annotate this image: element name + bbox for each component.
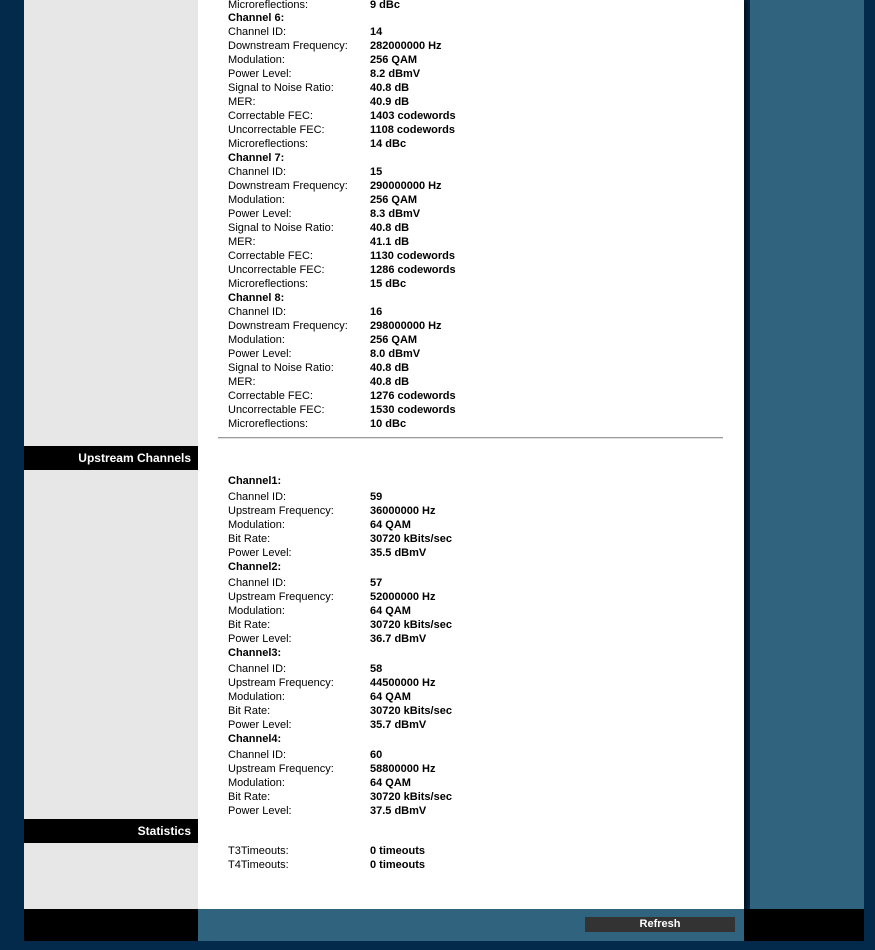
field-row xyxy=(228,676,435,690)
field-value: 59 xyxy=(370,491,383,503)
field-label: Modulation: xyxy=(228,691,285,703)
field-row xyxy=(228,361,409,375)
field-value: 44500000 Hz xyxy=(370,677,436,689)
field-row xyxy=(228,81,409,95)
field-label: MER: xyxy=(228,376,256,388)
field-value: 30720 kBits/sec xyxy=(370,619,452,631)
field-row xyxy=(228,319,442,333)
field-label: Correctable FEC: xyxy=(228,250,313,262)
field-value: 256 QAM xyxy=(370,194,418,206)
channel-heading: Channel3: xyxy=(228,647,282,659)
field-label: Power Level: xyxy=(228,633,292,645)
field-value: 1108 codewords xyxy=(370,124,455,136)
field-label: Power Level: xyxy=(228,348,292,360)
field-value: 8.0 dBmV xyxy=(370,348,421,360)
field-row xyxy=(228,25,382,39)
field-value: 58 xyxy=(370,663,383,675)
field-row xyxy=(228,67,420,81)
field-row xyxy=(228,604,411,618)
field-label: Downstream Frequency: xyxy=(228,320,348,332)
field-value: 35.7 dBmV xyxy=(370,719,427,731)
field-label: Upstream Frequency: xyxy=(228,591,334,603)
field-row xyxy=(228,690,411,704)
field-label: Channel ID: xyxy=(228,26,287,38)
field-label: Correctable FEC: xyxy=(228,110,313,122)
field-row xyxy=(228,39,442,53)
field-label: Uncorrectable FEC: xyxy=(228,124,325,136)
field-label: Channel ID: xyxy=(228,577,287,589)
field-label: Bit Rate: xyxy=(228,619,271,631)
field-value: 1130 codewords xyxy=(370,250,455,262)
field-value: 256 QAM xyxy=(370,54,418,66)
field-label: Signal to Noise Ratio: xyxy=(228,82,334,94)
field-row xyxy=(228,490,382,504)
field-value: 30720 kBits/sec xyxy=(370,533,452,545)
field-label: Power Level: xyxy=(228,719,292,731)
field-row xyxy=(228,389,456,403)
field-label: Bit Rate: xyxy=(228,705,271,717)
field-value: 64 QAM xyxy=(370,691,411,703)
field-row xyxy=(228,123,455,137)
field-value: 1286 codewords xyxy=(370,264,456,276)
field-value: 298000000 Hz xyxy=(370,320,442,332)
field-value: 10 dBc xyxy=(370,418,407,430)
field-row xyxy=(228,137,406,151)
field-label: Power Level: xyxy=(228,208,292,220)
right-sidebar xyxy=(750,0,864,909)
field-row xyxy=(228,662,382,676)
field-row xyxy=(228,632,426,646)
field-row xyxy=(228,193,417,207)
field-row xyxy=(228,347,420,361)
statistic-row xyxy=(228,844,425,858)
field-value: 37.5 dBmV xyxy=(370,805,427,817)
field-row xyxy=(228,207,420,221)
field-label: Modulation: xyxy=(228,777,285,789)
field-label: Power Level: xyxy=(228,805,292,817)
field-row xyxy=(228,403,456,417)
channel-heading: Channel1: xyxy=(228,475,282,487)
field-row xyxy=(228,546,426,560)
field-row xyxy=(228,95,409,109)
field-row xyxy=(228,179,442,193)
field-row xyxy=(228,305,382,319)
field-value: 36.7 dBmV xyxy=(370,633,427,645)
field-value: 64 QAM xyxy=(370,605,411,617)
field-label: Signal to Noise Ratio: xyxy=(228,362,334,374)
field-label: Modulation: xyxy=(228,605,285,617)
field-value: 15 dBc xyxy=(370,278,407,290)
channel-heading: Channel4: xyxy=(228,733,282,745)
field-label: Microreflections: xyxy=(228,0,309,11)
field-value: 8.2 dBmV xyxy=(370,68,421,80)
field-label: Channel ID: xyxy=(228,663,287,675)
field-label: Downstream Frequency: xyxy=(228,40,348,52)
field-label: T4Timeouts: xyxy=(228,859,289,871)
channel-heading: Channel 6: xyxy=(228,12,285,24)
field-row xyxy=(228,748,382,762)
field-value: 8.3 dBmV xyxy=(370,208,421,220)
field-row xyxy=(228,790,452,804)
field-label: Channel ID: xyxy=(228,749,287,761)
section-divider xyxy=(218,437,723,439)
field-label: Signal to Noise Ratio: xyxy=(228,222,334,234)
field-row xyxy=(228,576,382,590)
field-label: Upstream Frequency: xyxy=(228,763,334,775)
field-label: Bit Rate: xyxy=(228,791,271,803)
field-value: 40.8 dB xyxy=(370,376,410,388)
field-value: 30720 kBits/sec xyxy=(370,705,452,717)
field-row xyxy=(228,762,435,776)
field-label: Modulation: xyxy=(228,54,285,66)
field-value: 1276 codewords xyxy=(370,390,456,402)
field-row xyxy=(228,333,417,347)
field-row xyxy=(228,109,456,123)
field-label: Power Level: xyxy=(228,547,292,559)
field-value: 30720 kBits/sec xyxy=(370,791,452,803)
channel-heading: Channel 8: xyxy=(228,292,285,304)
field-value: 290000000 Hz xyxy=(370,180,442,192)
field-value: 36000000 Hz xyxy=(370,505,436,517)
field-row xyxy=(228,263,456,277)
field-label: Channel ID: xyxy=(228,306,287,318)
field-row xyxy=(228,221,409,235)
field-label: Channel ID: xyxy=(228,166,287,178)
field-label: Modulation: xyxy=(228,194,285,206)
field-value: 64 QAM xyxy=(370,777,411,789)
field-value: 40.9 dB xyxy=(370,96,410,108)
field-label: Modulation: xyxy=(228,334,285,346)
field-value: 64 QAM xyxy=(370,519,411,531)
field-row xyxy=(228,504,435,518)
field-label: Uncorrectable FEC: xyxy=(228,404,325,416)
field-row xyxy=(228,277,406,291)
field-label: MER: xyxy=(228,96,256,108)
field-row xyxy=(228,235,409,249)
field-label: Modulation: xyxy=(228,519,285,531)
field-value: 14 xyxy=(370,26,383,38)
field-label: Bit Rate: xyxy=(228,533,271,545)
field-value: 58800000 Hz xyxy=(370,763,436,775)
field-value: 0 timeouts xyxy=(370,845,426,857)
field-value: 0 timeouts xyxy=(370,859,426,871)
field-label: Microreflections: xyxy=(228,418,309,430)
field-label: Upstream Frequency: xyxy=(228,677,334,689)
field-value: 1530 codewords xyxy=(370,404,456,416)
field-value: 40.8 dB xyxy=(370,82,410,94)
field-value: 41.1 dB xyxy=(370,236,410,248)
footer-right xyxy=(744,909,864,941)
section-label-statistics: Statistics xyxy=(24,819,198,843)
field-value: 282000000 Hz xyxy=(370,40,442,52)
field-row xyxy=(228,375,409,389)
field-label: Uncorrectable FEC: xyxy=(228,264,325,276)
section-label-upstream: Upstream Channels xyxy=(24,446,198,470)
field-row xyxy=(228,776,411,790)
field-value: 35.5 dBmV xyxy=(370,547,427,559)
field-value: 16 xyxy=(370,306,383,318)
field-row xyxy=(228,53,417,67)
field-value: 52000000 Hz xyxy=(370,591,436,603)
field-value: 40.8 dB xyxy=(370,222,410,234)
field-label: Upstream Frequency: xyxy=(228,505,334,517)
field-label: Downstream Frequency: xyxy=(228,180,348,192)
field-row xyxy=(228,532,452,546)
field-row xyxy=(228,718,426,732)
field-value: 1403 codewords xyxy=(370,110,456,122)
field-label: Microreflections: xyxy=(228,138,309,150)
field-value: 14 dBc xyxy=(370,138,407,150)
field-row xyxy=(228,518,411,532)
field-row xyxy=(228,590,435,604)
channel-heading: Channel2: xyxy=(228,561,282,573)
field-row xyxy=(228,618,452,632)
field-label: Power Level: xyxy=(228,68,292,80)
field-label: Correctable FEC: xyxy=(228,390,313,402)
channel-heading: Channel 7: xyxy=(228,152,285,164)
field-row xyxy=(228,165,382,179)
statistic-row xyxy=(228,858,425,872)
field-row xyxy=(228,249,455,263)
field-value: 9 dBc xyxy=(370,0,400,11)
field-label: Microreflections: xyxy=(228,278,309,290)
field-value: 40.8 dB xyxy=(370,362,410,374)
field-label: Channel ID: xyxy=(228,491,287,503)
field-row xyxy=(228,417,406,431)
footer-left xyxy=(24,909,198,941)
field-label: T3Timeouts: xyxy=(228,845,289,857)
field-value: 57 xyxy=(370,577,383,589)
field-value: 60 xyxy=(370,749,383,761)
field-row xyxy=(228,804,426,818)
field-value: 15 xyxy=(370,166,383,178)
field-label: MER: xyxy=(228,236,256,248)
refresh-button[interactable]: Refresh xyxy=(585,917,735,932)
field-value: 256 QAM xyxy=(370,334,418,346)
field-row xyxy=(228,704,452,718)
